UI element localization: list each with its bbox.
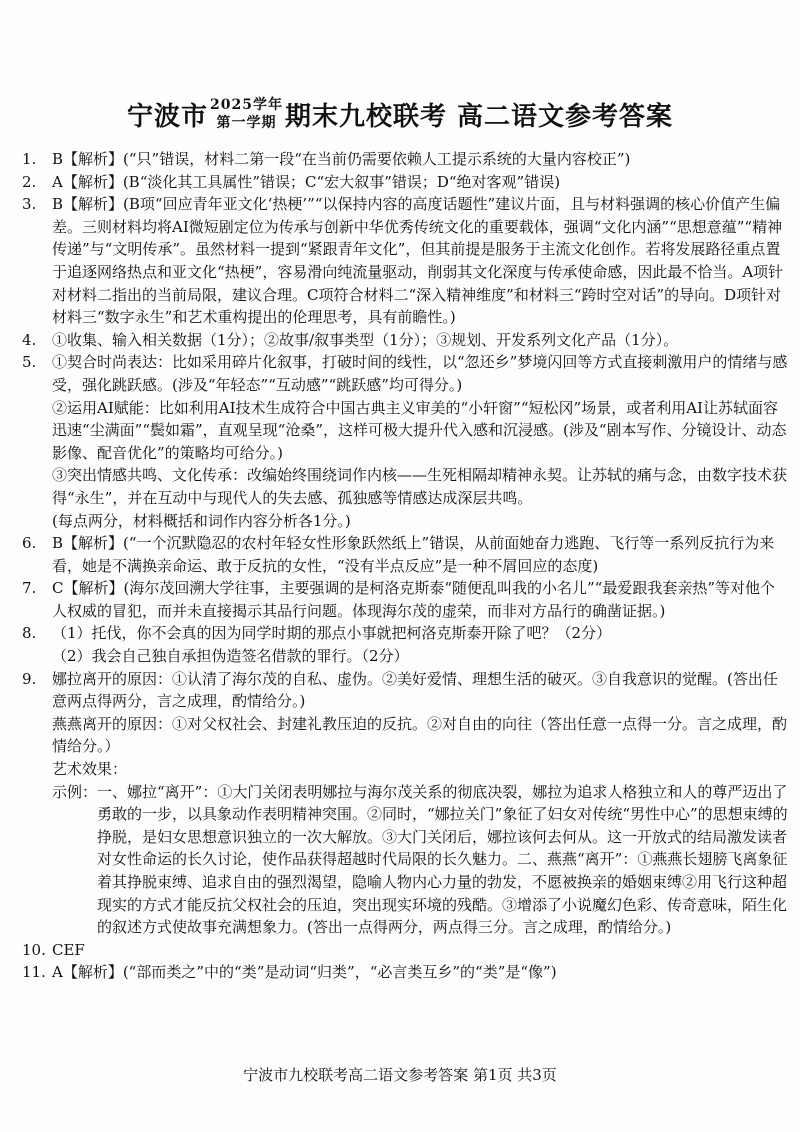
answer-text: CEF: [52, 940, 85, 959]
answer-5-point-2: ②运用AI赋能：比如利用AI技术生成符合中国古典主义审美的“小轩窗”“短松冈”场景，或者利用AI让苏轼面容迅速“尘满面”“鬓如霜”，直观呈现“沧桑”，这样可极大提升代入感和沉浸感。(涉及“剧本写作、分镜设计、动态影像、配音优化”的策略均可给分。): [52, 398, 787, 462]
title-term: 第一学期: [216, 115, 277, 131]
answer-9-yanyan-reason: 燕燕离开的原因：①对父权社会、封建礼教压迫的反抗。②对自由的向往（答出任意一点得一分。言之成理，酌情给分。）: [52, 714, 788, 756]
answer-text: ①收集、输入相关数据（1分）；②故事/叙事类型（1分）；③规划、开发系列文化产品（1分）。: [52, 330, 679, 349]
answer-text: B【解析】(“只”错误，材料二第一段“在当前仍需要依赖人工提示系统的大量内容校正”): [52, 150, 631, 168]
answer-1: [22, 148, 788, 171]
answer-number: 7.: [22, 579, 37, 598]
answer-10: [22, 939, 788, 962]
title-prefix: 宁波市: [126, 102, 208, 132]
answer-7: [22, 577, 788, 622]
answer-8: [22, 622, 788, 645]
answer-number: 8.: [22, 624, 37, 643]
page-footer: 宁波市九校联考高二语文参考答案 第1页 共3页: [243, 1066, 557, 1084]
answer-3: [22, 193, 788, 329]
answer-number: 2.: [22, 172, 37, 191]
answer-text: ①契合时尚表达：比如采用碎片化叙事，打破时间的线性，以“忽还乡”梦境闪回等方式直接刺激用户的情绪与感受，强化跳跃感。(涉及“年轻态”“互动感”“跳跃感”均可得分。): [52, 353, 788, 394]
answer-4: [22, 329, 788, 352]
answer-number: 3.: [22, 195, 37, 214]
answer-5-scoring-note: (每点两分，材料概括和词作内容分析各1分。): [52, 511, 351, 530]
answer-list: [22, 148, 788, 984]
answer-text: A【解析】(B“淡化其工具属性”错误；C“宏大叙事”错误；D“绝对客观”错误): [52, 172, 561, 191]
example-text: 一、娜拉“离开”：①大门关闭表明娜拉与海尔茂关系的彻底决裂，娜拉为追求人格独立和人的尊严迈出了勇敢的一步，以具象动作表明精神突围。②同时，“娜拉关门”象征了妇女对传统“男性中心”的思想束缚的挣脱，是妇女思想意识独立的一次大解放。③大门关闭后，娜拉该何去何从。这一开放式的结局激发读者对女性命运的长久讨论，使作品获得超越时代局限的长久魅力。二、燕燕“离开”：①燕燕长翅膀飞离象征着其挣脱束缚、追求自由的强烈渴望，隐喻人物内心力量的勃发，不愿被换亲的婚姻束缚②用飞行这种超现实的方式才能反抗父权社会的压迫，突出现实环境的残酷。③增添了小说魔幻色彩、传奇意味，陌生化的叙述方式使故事充满想象力。(答出一点得两分，两点得三分。言之成理，酌情给分。): [97, 782, 788, 937]
example-label: 示例：: [52, 782, 98, 801]
year-term-stack: [210, 96, 283, 132]
answer-text: A【解析】(“部而类之”中的“类”是动词“归类”，“必言类互乡”的“类”是“像”): [52, 963, 557, 982]
answer-text: C【解析】(海尔茂回溯大学往事，主要强调的是柯洛克斯泰“随便乱叫我的小名儿”“最爱跟我套亲热”等对他个人权威的冒犯，而并未直接揭示其品行问题。体现海尔茂的虚荣，而非对方品行的确凿证据。): [52, 579, 776, 620]
title-year: 2025学年: [209, 97, 283, 113]
answer-5: [22, 351, 788, 396]
answer-9-art-effect-heading: 艺术效果：: [52, 760, 128, 779]
answer-number: 1.: [22, 150, 37, 168]
answer-text: （1）托伐，你不会真的因为同学时期的那点小事就把柯洛克斯泰开除了吧？（2分）: [52, 624, 612, 643]
answer-6: [22, 532, 788, 577]
answer-number: 6.: [22, 534, 37, 553]
answer-9: [22, 668, 788, 713]
answer-9-example: [22, 781, 788, 939]
answer-11: [22, 961, 788, 984]
answer-number: 9.: [22, 669, 37, 688]
answer-8-part-2: （2）我会自己独自承担伪造签名借款的罪行。（2分）: [52, 647, 409, 666]
answer-number: 11.: [22, 963, 46, 982]
answer-number: 5.: [22, 353, 37, 372]
answer-text: 娜拉离开的原因：①认清了海尔茂的自私、虚伪。②美好爱情、理想生活的破灭。③自我意识的觉醒。(答出任意两点得两分，言之成理，酌情给分。): [52, 669, 778, 711]
answer-5-point-3: ③突出情感共鸣、文化传承：改编始终围绕词作内核——生死相隔却精神永契。让苏轼的痛与念，由数字技术获得“永生”，并在互动中与现代人的失去感、孤独感等情感达成深层共鸣。: [52, 466, 788, 507]
answer-text: B【解析】(“一个沉默隐忍的农村年轻女性形象跃然纸上”错误，从前面她奋力逃跑、飞行等一系列反抗行为来看，她是不满换亲命运、敢于反抗的女性，“没有半点反应”是一种不屑回应的态度): [52, 534, 775, 575]
answer-text: B【解析】(B项“回应青年亚文化‘热梗’”“以保持内容的高度话题性”建议片面，且与材料强调的核心价值产生偏差。三则材料均将AI微短剧定位为传承与创新中华优秀传统文化的重要载体，强调“文化内涵”“思想意蕴”“精神传递”与“文明传承”。虽然材料一提到“紧跟青年文化”，但其前提是服务于主流文化创作。若将发展路径重点置于追逐网络热点和亚文化“热梗”，容易滑向纯流量驱动，削弱其文化深度与传承使命感，因此最不恰当。A项针对材料二指出的当前局限，建议合理。C项符合材料二“深入精神维度”和材料三“跨时空对话”的导向。D项针对材料三“数字永生”和艺术重构提出的伦理思考，具有前瞻性。): [52, 195, 784, 327]
title-suffix: 期末九校联考 高二语文参考答案: [284, 102, 674, 132]
page-title: [0, 96, 800, 136]
answer-2: [22, 171, 788, 194]
answer-number: 4.: [22, 330, 37, 349]
answer-number: 10.: [22, 940, 46, 959]
